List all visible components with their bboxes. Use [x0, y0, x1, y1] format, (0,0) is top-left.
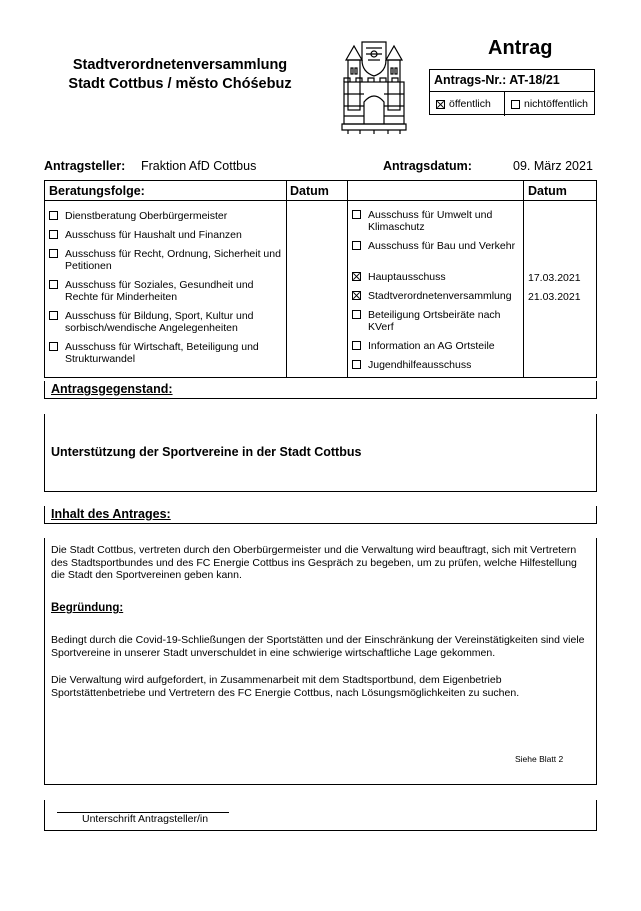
checkbox[interactable]: [49, 249, 58, 258]
subject-heading: Antragsgegenstand:: [51, 382, 173, 396]
council-line-1: Stadtverordnetenversammlung: [72, 57, 288, 73]
consultation-item[interactable]: [352, 209, 520, 233]
antrag-number-box: [429, 69, 595, 115]
content-paragraph: Die Stadt Cottbus, vertreten durch den Oberbürgermeister und die Verwaltung wird beauftragt, sich mit Vertretern des Stadtsportbundes und des FC Energie Cottbus ins Gespräch zu begeben, um zu prüfen, welche Hilfestellung die Stadt den Sportvereinen geben kann.: [51, 544, 577, 581]
document-title: Antrag: [488, 37, 553, 59]
checkbox[interactable]: [49, 342, 58, 351]
content-heading-row: [44, 506, 597, 524]
applicant-label: Antragsteller:: [44, 159, 126, 173]
consultation-item[interactable]: [352, 340, 520, 352]
date-label: Antragsdatum:: [383, 159, 472, 173]
see-page-note: Siehe Blatt 2: [515, 754, 564, 764]
consultation-item[interactable]: [49, 341, 281, 365]
checkbox[interactable]: [352, 341, 361, 350]
consultation-item[interactable]: [49, 248, 281, 272]
antrag-number: Antrags-Nr.: AT-18/21: [430, 70, 594, 92]
consultation-table: [44, 180, 597, 378]
consultation-item-label: Ausschuss für Recht, Ordnung, Sicherheit und Petitionen: [65, 248, 281, 272]
consultation-item-label: Stadtverordnetenversammlung: [368, 290, 512, 302]
coat-of-arms-icon: [340, 38, 408, 136]
date-value: 09. März 2021: [513, 159, 593, 173]
checkbox[interactable]: [49, 230, 58, 239]
consultation-item-label: Ausschuss für Soziales, Gesundheit und Rechte für Minderheiten: [65, 279, 254, 303]
consultation-item[interactable]: [49, 310, 281, 334]
consultation-item[interactable]: [49, 210, 281, 222]
consultation-item-label: Information an AG Ortsteile: [368, 340, 495, 352]
consultation-item-label: Ausschuss für Bildung, Sport, Kultur und sorbisch/wendische Angelegenheiten: [65, 310, 254, 334]
date-header-right: Datum: [528, 184, 567, 198]
checkbox[interactable]: [352, 210, 361, 219]
consultation-item[interactable]: [352, 240, 520, 252]
checkbox[interactable]: [352, 310, 361, 319]
consultation-item[interactable]: [49, 229, 281, 241]
checkbox[interactable]: [352, 241, 361, 250]
consultation-item-label: Jugendhilfeausschuss: [368, 359, 472, 371]
checkbox[interactable]: [49, 311, 58, 320]
consultation-item[interactable]: [352, 359, 520, 371]
visibility-public-label: öffentlich: [449, 98, 491, 110]
consultation-date: 21.03.2021: [528, 291, 581, 303]
content-box: [44, 538, 597, 785]
signature-label: Unterschrift Antragsteller/in: [82, 813, 209, 825]
checkbox[interactable]: [352, 272, 361, 281]
consultation-item[interactable]: [352, 271, 520, 283]
consultation-date: 17.03.2021: [528, 272, 581, 284]
applicant-value: Fraktion AfD Cottbus: [141, 159, 257, 173]
consultation-item-label: Hauptausschuss: [368, 271, 446, 283]
visibility-private-label: nichtöffentlich: [524, 98, 589, 110]
consultation-item-label: Ausschuss für Wirtschaft, Beteiligung und Strukturwandel: [65, 341, 259, 365]
subject-text: Unterstützung der Sportvereine in der Stadt Cottbus: [51, 445, 362, 459]
consultation-header: Beratungsfolge:: [49, 184, 145, 198]
date-header-left: Datum: [290, 184, 329, 198]
consultation-item-label: Dienstberatung Oberbürgermeister: [65, 210, 228, 222]
checkbox-public[interactable]: [436, 100, 445, 109]
subject-box: [44, 414, 597, 492]
visibility-private[interactable]: [505, 92, 588, 116]
checkbox-private[interactable]: [511, 100, 520, 109]
council-name: [30, 56, 330, 94]
checkbox[interactable]: [49, 280, 58, 289]
checkbox[interactable]: [49, 211, 58, 220]
reason-paragraph: Bedingt durch die Covid-19-Schließungen der Sportstätten und der Einschränkung der Vereinstätigkeiten sind viele Sportvereine in unserer Stadt unverschuldet in eine schwierige wirtschaftliche Lage gekommen.: [51, 634, 585, 659]
reason-heading: Begründung:: [51, 602, 124, 614]
consultation-item[interactable]: [352, 290, 524, 302]
council-line-2: Stadt Cottbus / město Chóśebuz: [68, 76, 292, 92]
consultation-item[interactable]: [49, 279, 281, 303]
checkbox[interactable]: [352, 360, 361, 369]
consultation-item-label: Ausschuss für Umwelt und Klimaschutz: [368, 209, 493, 233]
visibility-public[interactable]: [430, 92, 505, 116]
content-heading: Inhalt des Antrages:: [51, 507, 171, 521]
reason-paragraph: Die Verwaltung wird aufgefordert, in Zusammenarbeit mit dem Stadtsportbund, dem Eigenbetrieb Sportstättenbetriebe und Vertretern des FC Energie Cottbus, nach Lösungsmöglichkeiten zu suchen.: [51, 674, 520, 699]
subject-heading-row: [44, 381, 597, 399]
checkbox[interactable]: [352, 291, 361, 300]
consultation-item[interactable]: [352, 309, 520, 333]
consultation-item-label: Beteiligung Ortsbeiräte nach KVerf: [368, 309, 501, 333]
consultation-item-label: Ausschuss für Bau und Verkehr: [368, 240, 516, 252]
consultation-item-label: Ausschuss für Haushalt und Finanzen: [65, 229, 242, 241]
